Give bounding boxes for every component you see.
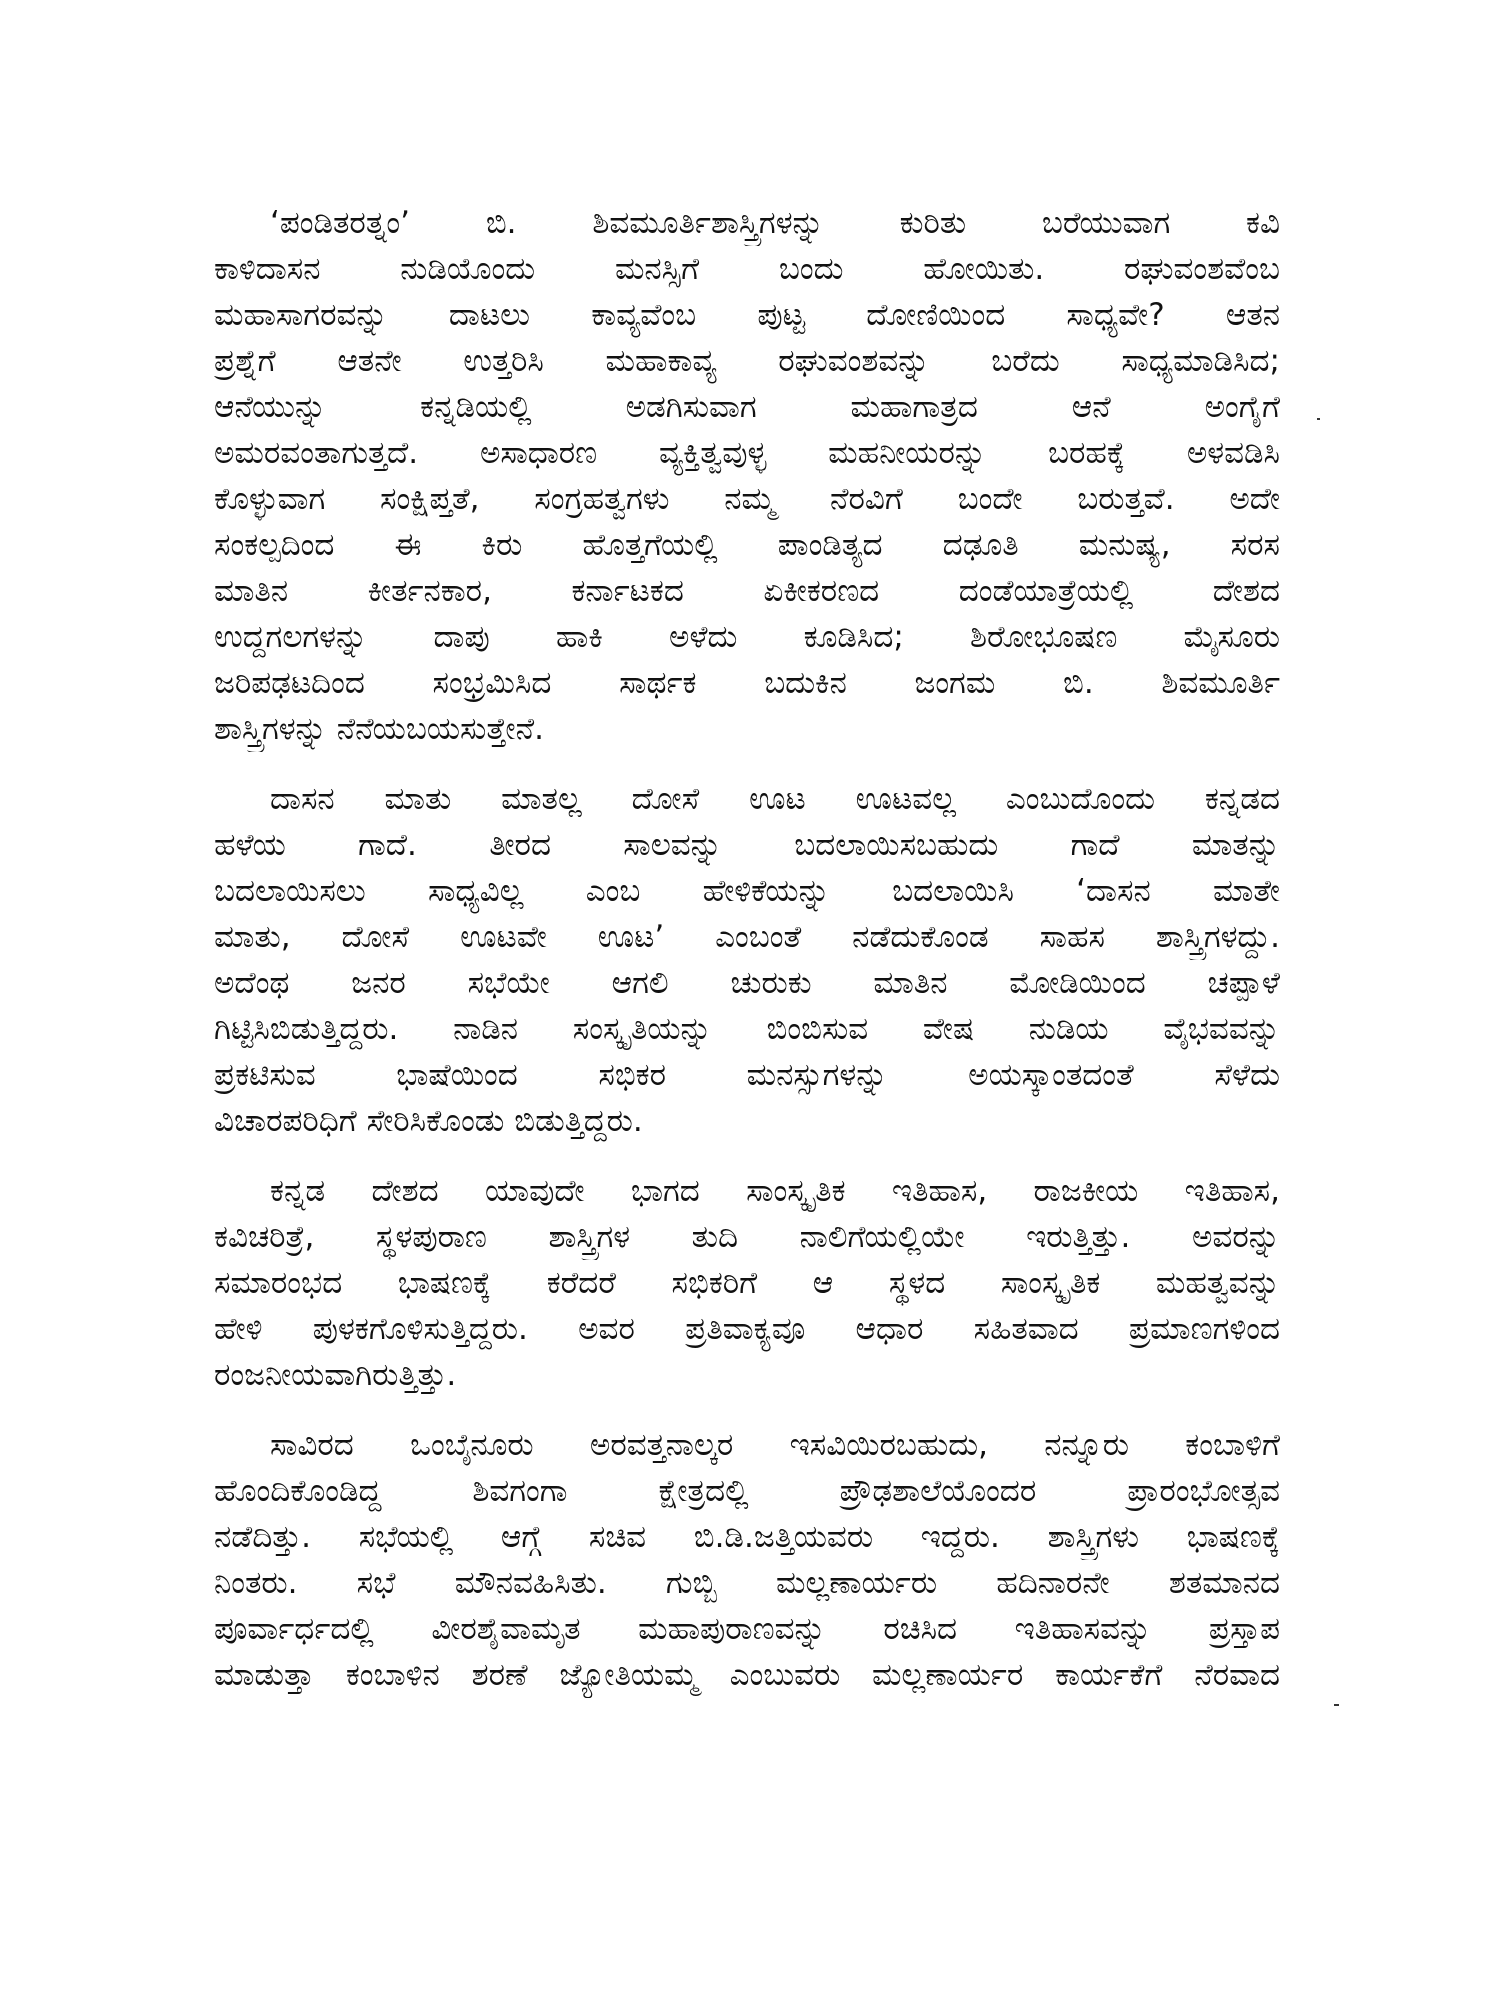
- scan-speck: [1334, 1704, 1339, 1706]
- paragraph-2: [214, 776, 1280, 1144]
- text-line: ಕವಿಚರಿತ್ರೆ, ಸ್ಥಳಪುರಾಣ ಶಾಸ್ತ್ರಿಗಳ ತುದಿ ನಾಲಿಗೆಯಲ್ಲಿಯೇ ಇರುತ್ತಿತ್ತು. ಅವರನ್ನು: [214, 1219, 1280, 1255]
- paragraph-1: [214, 200, 1280, 752]
- text-line: ಗಿಟ್ಟಿಸಿಬಿಡುತ್ತಿದ್ದರು. ನಾಡಿನ ಸಂಸ್ಕೃತಿಯನ್ನು ಬಿಂಬಿಸುವ ವೇಷ ನುಡಿಯ ವೈಭವವನ್ನು: [214, 1011, 1280, 1047]
- scan-speck: [1317, 418, 1320, 420]
- text-line: ಕೊಳ್ಳುವಾಗ ಸಂಕ್ಷಿಪ್ತತೆ, ಸಂಗ್ರಹತ್ವಗಳು ನಮ್ಮ ನೆರವಿಗೆ ಬಂದೇ ಬರುತ್ತವೆ. ಅದೇ: [214, 481, 1280, 517]
- text-line: ಹೇಳಿ ಪುಳಕಗೊಳಿಸುತ್ತಿದ್ದರು. ಅವರ ಪ್ರತಿವಾಕ್ಯವೂ ಆಧಾರ ಸಹಿತವಾದ ಪ್ರಮಾಣಗಳಿಂದ: [214, 1311, 1280, 1347]
- text-line: ಸಾವಿರದ ಒಂಬೈನೂರು ಅರವತ್ತನಾಲ್ಕರ ಇಸವಿಯಿರಬಹುದು, ನನ್ನೂರು ಕಂಬಾಳಿಗೆ: [270, 1427, 1280, 1463]
- text-line: ಮಾತಿನ ಕೀರ್ತನಕಾರ, ಕರ್ನಾಟಕದ ಏಕೀಕರಣದ ದಂಡೆಯಾತ್ರೆಯಲ್ಲಿ ದೇಶದ: [214, 573, 1280, 609]
- text-line: ಪ್ರಕಟಿಸುವ ಭಾಷೆಯಿಂದ ಸಭಿಕರ ಮನಸ್ಸುಗಳನ್ನು ಅಯಸ್ಕಾಂತದಂತೆ ಸೆಳೆದು: [214, 1057, 1280, 1093]
- text-line: ರಂಜನೀಯವಾಗಿರುತ್ತಿತ್ತು.: [214, 1357, 457, 1393]
- text-line: ಮಾಡುತ್ತಾ ಕಂಬಾಳಿನ ಶರಣೆ ಜ್ಯೋತಿಯಮ್ಮ ಎಂಬುವರು ಮಲ್ಲಣಾರ್ಯರ ಕಾರ್ಯಕೆಗೆ ನೆರವಾದ: [214, 1657, 1280, 1693]
- paragraph-4: [214, 1422, 1280, 1698]
- text-line: ಪೂರ್ವಾರ್ಧದಲ್ಲಿ ವೀರಶೈವಾಮೃತ ಮಹಾಪುರಾಣವನ್ನು ರಚಿಸಿದ ಇತಿಹಾಸವನ್ನು ಪ್ರಸ್ತಾಪ: [214, 1611, 1280, 1647]
- text-line: ಹಳೆಯ ಗಾದೆ. ತೀರದ ಸಾಲವನ್ನು ಬದಲಾಯಿಸಬಹುದು ಗಾದೆ ಮಾತನ್ನು: [214, 827, 1280, 863]
- text-line: ದಾಸನ ಮಾತು ಮಾತಲ್ಲ ದೋಸೆ ಊಟ ಊಟವಲ್ಲ ಎಂಬುದೊಂದು ಕನ್ನಡದ: [270, 781, 1280, 817]
- text-line: ಪ್ರಶ್ನೆಗೆ ಆತನೇ ಉತ್ತರಿಸಿ ಮಹಾಕಾವ್ಯ ರಘುವಂಶವನ್ನು ಬರೆದು ಸಾಧ್ಯಮಾಡಿಸಿದ;: [214, 343, 1280, 379]
- text-line: ಶಾಸ್ತ್ರಿಗಳನ್ನು ನೆನೆಯಬಯಸುತ್ತೇನೆ.: [214, 711, 544, 747]
- text-line: ಆನೆಯುನ್ನು ಕನ್ನಡಿಯಲ್ಲಿ ಅಡಗಿಸುವಾಗ ಮಹಾಗಾತ್ರದ ಆನೆ ಅಂಗೈಗೆ: [214, 389, 1280, 425]
- text-line: ಮಹಾಸಾಗರವನ್ನು ದಾಟಲು ಕಾವ್ಯವೆಂಬ ಪುಟ್ಟ ದೋಣಿಯಿಂದ ಸಾಧ್ಯವೇ? ಆತನ: [214, 297, 1280, 333]
- text-line: ಜರಿಪಢಟದಿಂದ ಸಂಭ್ರಮಿಸಿದ ಸಾರ್ಥಕ ಬದುಕಿನ ಜಂಗಮ ಬಿ. ಶಿವಮೂರ್ತಿ: [214, 665, 1280, 701]
- text-line: ನಡೆದಿತ್ತು. ಸಭೆಯಲ್ಲಿ ಆಗ್ಗೆ ಸಚಿವ ಬಿ.ಡಿ.ಜತ್ತಿಯವರು ಇದ್ದರು. ಶಾಸ್ತ್ರಿಗಳು ಭಾಷಣಕ್ಕೆ: [214, 1519, 1280, 1555]
- text-line: ಸಂಕಲ್ಪದಿಂದ ಈ ಕಿರು ಹೊತ್ತಗೆಯಲ್ಲಿ ಪಾಂಡಿತ್ಯದ ದಢೂತಿ ಮನುಷ್ಯ, ಸರಸ: [214, 527, 1280, 563]
- text-line: ಹೊಂದಿಕೊಂಡಿದ್ದ ಶಿವಗಂಗಾ ಕ್ಷೇತ್ರದಲ್ಲಿ ಪ್ರೌಢಶಾಲೆಯೊಂದರ ಪ್ರಾರಂಭೋತ್ಸವ: [214, 1473, 1280, 1509]
- text-line: ಬದಲಾಯಿಸಲು ಸಾಧ್ಯವಿಲ್ಲ ಎಂಬ ಹೇಳಿಕೆಯನ್ನು ಬದಲಾಯಿಸಿ ‘ದಾಸನ ಮಾತೇ: [214, 873, 1280, 909]
- text-line: ಮಾತು, ದೋಸೆ ಊಟವೇ ಊಟ’ ಎಂಬಂತೆ ನಡೆದುಕೊಂಡ ಸಾಹಸ ಶಾಸ್ತ್ರಿಗಳದ್ದು.: [214, 919, 1280, 955]
- text-line: ಅದೆಂಥ ಜನರ ಸಭೆಯೇ ಆಗಲಿ ಚುರುಕು ಮಾತಿನ ಮೋಡಿಯಿಂದ ಚಪ್ಪಾಳೆ: [214, 965, 1280, 1001]
- body-text: [214, 200, 1280, 1722]
- text-line: ಕಾಳಿದಾಸನ ನುಡಿಯೊಂದು ಮನಸ್ಸಿಗೆ ಬಂದು ಹೋಯಿತು. ರಘುವಂಶವೆಂಬ: [214, 251, 1280, 287]
- text-line: ಉದ್ದಗಲಗಳನ್ನು ದಾಪು ಹಾಕಿ ಅಳೆದು ಕೂಡಿಸಿದ; ಶಿರೋಭೂಷಣ ಮೈಸೂರು: [214, 619, 1280, 655]
- text-line: ವಿಚಾರಪರಿಧಿಗೆ ಸೇರಿಸಿಕೊಂಡು ಬಿಡುತ್ತಿದ್ದರು.: [214, 1103, 643, 1139]
- text-line: ಅಮರವಂತಾಗುತ್ತದೆ. ಅಸಾಧಾರಣ ವ್ಯಕ್ತಿತ್ವವುಳ್ಳ ಮಹನೀಯರನ್ನು ಬರಹಕ್ಕೆ ಅಳವಡಿಸಿ: [214, 435, 1280, 471]
- text-line: ‘ಪಂಡಿತರತ್ನಂ’ ಬಿ. ಶಿವಮೂರ್ತಿಶಾಸ್ತ್ರಿಗಳನ್ನು ಕುರಿತು ಬರೆಯುವಾಗ ಕವಿ: [270, 205, 1280, 241]
- paragraph-3: [214, 1168, 1280, 1398]
- text-line: ಕನ್ನಡ ದೇಶದ ಯಾವುದೇ ಭಾಗದ ಸಾಂಸ್ಕೃತಿಕ ಇತಿಹಾಸ, ರಾಜಕೀಯ ಇತಿಹಾಸ,: [270, 1173, 1280, 1209]
- text-line: ನಿಂತರು. ಸಭೆ ಮೌನವಹಿಸಿತು. ಗುಬ್ಬಿ ಮಲ್ಲಣಾರ್ಯರು ಹದಿನಾರನೇ ಶತಮಾನದ: [214, 1565, 1280, 1601]
- text-line: ಸಮಾರಂಭದ ಭಾಷಣಕ್ಕೆ ಕರೆದರೆ ಸಭಿಕರಿಗೆ ಆ ಸ್ಥಳದ ಸಾಂಸ್ಕೃತಿಕ ಮಹತ್ವವನ್ನು: [214, 1265, 1280, 1301]
